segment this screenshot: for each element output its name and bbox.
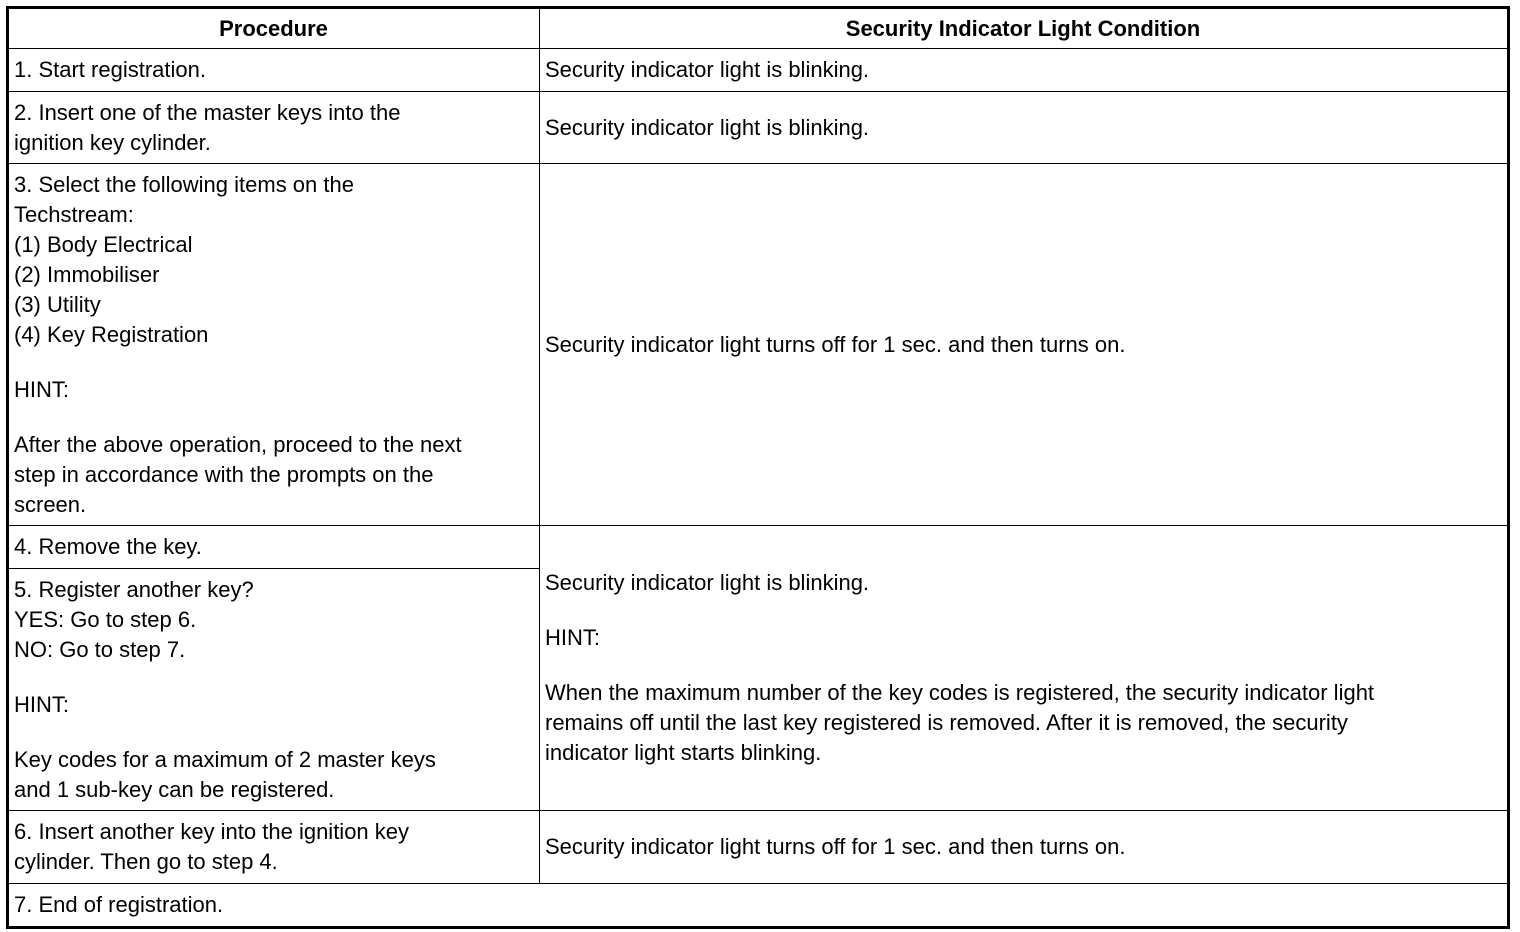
spacer — [545, 598, 1501, 623]
step-3-line: (1) Body Electrical — [14, 231, 193, 257]
spacer — [14, 720, 533, 745]
spacer — [545, 653, 1501, 678]
step-3-line: (2) Immobiliser — [14, 261, 160, 287]
step-3-hint-line: screen. — [14, 491, 87, 517]
step-5-line: 5. Register another key? — [14, 576, 254, 602]
table-row — [8, 526, 1509, 569]
step-5-line: NO: Go to step 7. — [14, 636, 186, 662]
table-row — [8, 811, 1509, 884]
step-4-procedure: 4. Remove the key. — [8, 526, 540, 569]
table-row — [8, 49, 1509, 92]
step-3-hint-line: step in accordance with the prompts on the — [14, 461, 434, 487]
step-5-procedure — [8, 569, 540, 811]
step-3-line: 3. Select the following items on the — [14, 171, 354, 197]
spacer — [14, 405, 533, 430]
spacer — [14, 665, 533, 690]
header-row — [8, 8, 1509, 49]
step-4-5-hint-label: HINT: — [545, 625, 600, 650]
step-5-hint-label: HINT: — [14, 691, 69, 717]
condition-header: Security Indicator Light Condition — [540, 8, 1509, 49]
step-2-procedure — [8, 92, 540, 164]
key-registration-table — [6, 6, 1510, 929]
spacer — [14, 350, 533, 375]
step-3-line: Techstream: — [14, 201, 134, 227]
table-row — [8, 884, 1509, 928]
step-4-5-hint-line: indicator light starts blinking. — [545, 740, 822, 765]
step-4-5-condition-line: Security indicator light is blinking. — [545, 570, 870, 595]
step-1-condition: Security indicator light is blinking. — [540, 49, 1509, 92]
step-1-procedure: 1. Start registration. — [8, 49, 540, 92]
step-3-procedure — [8, 164, 540, 526]
table-row — [8, 92, 1509, 164]
step-6-line: cylinder. Then go to step 4. — [14, 849, 278, 874]
step-5-hint-line: and 1 sub-key can be registered. — [14, 776, 335, 802]
step-3-hint-line: After the above operation, proceed to the next — [14, 431, 462, 457]
step-6-condition: Security indicator light turns off for 1 sec. and then turns on. — [540, 811, 1509, 884]
step-2-line: ignition key cylinder. — [14, 129, 211, 155]
step-2-line: 2. Insert one of the master keys into the — [14, 99, 401, 125]
table-row — [8, 164, 1509, 526]
step-4-5-hint-line: When the maximum number of the key codes is registered, the security indicator light — [545, 680, 1375, 705]
step-6-procedure — [8, 811, 540, 884]
step-5-hint-line: Key codes for a maximum of 2 master keys — [14, 746, 436, 772]
step-3-line: (4) Key Registration — [14, 321, 209, 347]
step-5-line: YES: Go to step 6. — [14, 606, 197, 632]
step-3-line: (3) Utility — [14, 291, 101, 317]
step-4-5-condition — [540, 526, 1509, 811]
step-6-line: 6. Insert another key into the ignition key — [14, 819, 410, 844]
step-4-5-hint-line: remains off until the last key registered is removed. After it is removed, the security — [545, 710, 1348, 735]
step-3-condition: Security indicator light turns off for 1 sec. and then turns on. — [540, 164, 1509, 526]
procedure-header: Procedure — [8, 8, 540, 49]
step-3-hint-label: HINT: — [14, 376, 69, 402]
step-7-procedure: 7. End of registration. — [8, 884, 1509, 928]
step-2-condition: Security indicator light is blinking. — [540, 92, 1509, 164]
